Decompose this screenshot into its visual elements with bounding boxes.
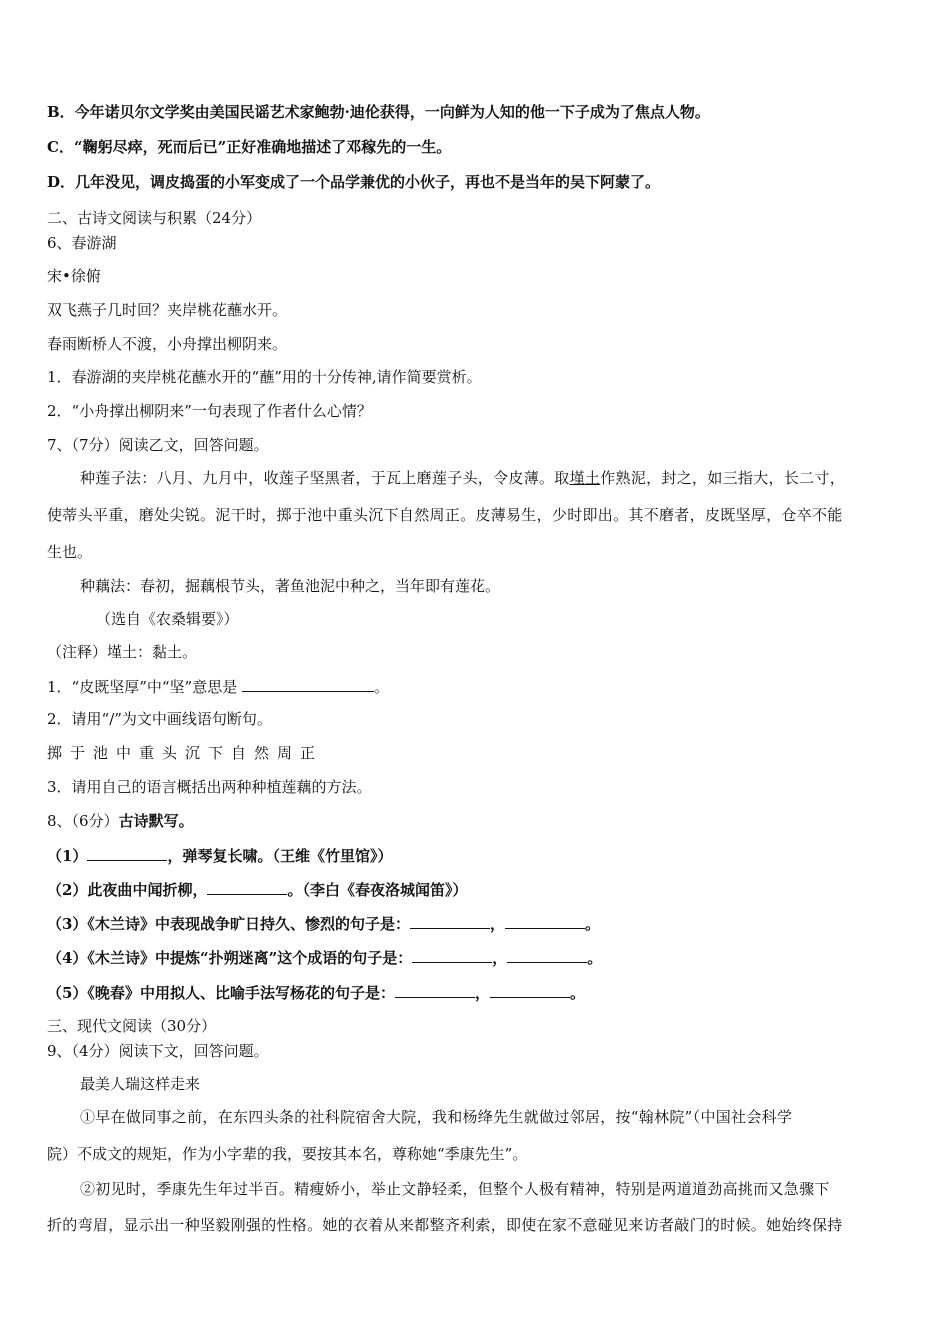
q8-line2-text: （2）此夜曲中闻折柳， xyxy=(47,881,208,899)
q6-author: 宋•徐俯 xyxy=(47,267,101,285)
q8-line5-text: （5）《晚春》中用拟人、比喻手法写杨花的句子是： xyxy=(47,984,395,1002)
q8-line5-end: 。 xyxy=(569,984,585,1002)
q6-sub1: 1．春游湖的夹岸桃花蘸水开的“蘸”用的十分传神,请作简要赏析。 xyxy=(47,368,482,386)
answer-blank[interactable] xyxy=(410,912,490,929)
underlined-term: 墐土 xyxy=(569,469,601,487)
section3-heading: 三、现代文阅读（30分） xyxy=(47,1017,217,1035)
q7-sub2: 2．请用“/”为文中画线语句断句。 xyxy=(47,710,272,728)
q7-sub3: 3．请用自己的语言概括出两种种植莲藕的方法。 xyxy=(47,778,372,796)
q8-title xyxy=(47,810,194,832)
option-c: C．“鞠躬尽瘁，死而后已”正好准确地描述了邓稼先的一生。 xyxy=(47,138,452,156)
answer-blank[interactable] xyxy=(207,878,287,895)
answer-blank[interactable] xyxy=(242,675,374,692)
section2-heading: 二、古诗文阅读与积累（24分） xyxy=(47,209,262,227)
q6-title: 6、春游湖 xyxy=(47,234,117,252)
q7-sub1-end: 。 xyxy=(374,678,390,696)
q7-sub1 xyxy=(47,675,389,698)
q8-title-score: 8、（6分） xyxy=(47,812,119,830)
q7-para1-line2: 使蒂头平重，磨处尖锐。泥干时，掷于池中重头沉下自然周正。皮薄易生，少时即出。其不磨者，皮既坚厚，仓卒不能 xyxy=(47,506,843,524)
q8-line3 xyxy=(47,912,600,935)
option-d: D．几年没见，调皮捣蛋的小军变成了一个品学兼优的小伙子，再也不是当年的吴下阿蒙了。 xyxy=(47,173,661,191)
q8-line5-sep: ， xyxy=(474,984,490,1002)
q8-line4 xyxy=(47,946,602,969)
q7-sentence: 掷于池中重头沉下自然周正 xyxy=(47,744,324,762)
answer-blank[interactable] xyxy=(87,844,167,861)
q8-line1-text: ，弹琴复长啸。（王维《竹里馆》） xyxy=(167,847,393,865)
article-title: 最美人瑞这样走来 xyxy=(80,1075,201,1093)
answer-blank[interactable] xyxy=(505,912,585,929)
q7-note: （注释）墐土：黏土。 xyxy=(47,643,198,661)
article-para2-line1: ②初见时，季康先生年过半百。精瘦娇小，举止文静轻柔，但整个人极有精神，特别是两道道劲高挑而又急骤下 xyxy=(80,1180,830,1198)
q8-line1-num: （1） xyxy=(47,847,88,865)
q7-para1-line3: 生也。 xyxy=(47,543,93,561)
q8-line4-sep: ， xyxy=(492,949,508,967)
q8-line2 xyxy=(47,878,467,901)
answer-blank[interactable] xyxy=(395,981,475,998)
q8-line3-text: （3）《木兰诗》中表现战争旷日持久、惨烈的句子是： xyxy=(47,915,410,933)
q7-para2: 种藕法：春初，掘藕根节头，著鱼池泥中种之，当年即有莲花。 xyxy=(80,577,501,595)
option-b: B．今年诺贝尔文学奖由美国民谣艺术家鲍勃·迪伦获得，一向鲜为人知的他一下子成为了焦点人物。 xyxy=(47,103,710,121)
q8-line2-end: 。（李白《春夜洛城闻笛》） xyxy=(287,881,468,899)
q9-title: 9、（4分）阅读下文，回答问题。 xyxy=(47,1042,269,1060)
q7-para1-line1 xyxy=(80,467,845,489)
answer-blank[interactable] xyxy=(412,946,492,963)
article-para2-line2: 折的弯眉，显示出一种坚毅刚强的性格。她的衣着从来都整齐利索，即使在家不意碰见来访者敲门的时候。她始终保持 xyxy=(47,1216,843,1234)
article-para1-line2: 院）不成文的规矩，作为小字辈的我，要按其本名，尊称她“季康先生”。 xyxy=(47,1145,528,1163)
q8-line5 xyxy=(47,981,585,1004)
q6-poem-line2: 春雨断桥人不渡，小舟撑出柳阴来。 xyxy=(47,335,288,353)
q7-sub1-text: 1．“皮既坚厚”中“坚”意思是 xyxy=(47,678,238,696)
q8-title-label: 古诗默写。 xyxy=(118,812,194,830)
q8-line4-text: （4）《木兰诗》中提炼“扑朔迷离”这个成语的句子是： xyxy=(47,949,413,967)
q8-line4-end: 。 xyxy=(587,949,603,967)
q8-line3-sep: ， xyxy=(489,915,505,933)
q6-poem-line1: 双飞燕子几时回？夹岸桃花蘸水开。 xyxy=(47,301,288,319)
answer-blank[interactable] xyxy=(490,981,570,998)
q7-source: （选自《农桑辑要》） xyxy=(96,610,239,628)
q6-sub2: 2．“小舟撑出柳阴来”一句表现了作者什么心情？ xyxy=(47,402,372,420)
q8-line1 xyxy=(47,844,392,867)
q7-title: 7、（7分）阅读乙文，回答问题。 xyxy=(47,436,269,454)
q7-para1-line1-a: 种莲子法：八月、九月中，收莲子坚黑者，于瓦上磨莲子头，令皮薄。取 xyxy=(80,469,570,487)
q8-line3-end: 。 xyxy=(584,915,600,933)
q7-para1-line1-b: 作熟泥，封之，如三指大，长二寸， xyxy=(600,469,846,487)
answer-blank[interactable] xyxy=(507,946,587,963)
article-para1-line1: ①早在做同事之前，在东四头条的社科院宿舍大院，我和杨绛先生就做过邻居，按“翰林院”（中国社会科学 xyxy=(80,1108,793,1126)
